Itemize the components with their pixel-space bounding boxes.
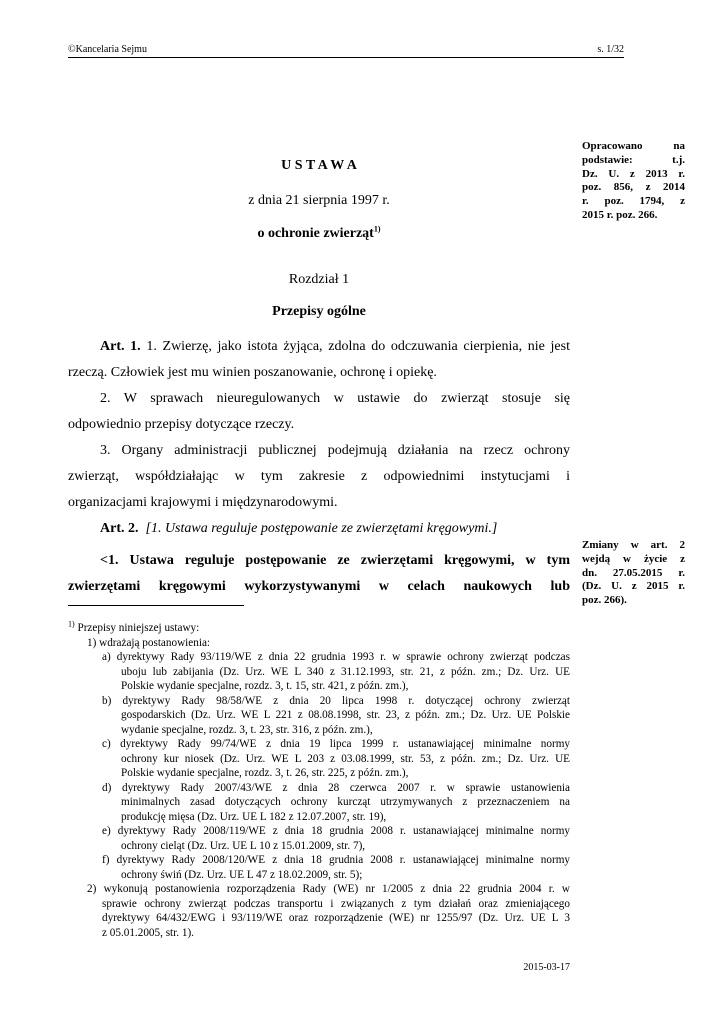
footer-date: 2015-03-17 bbox=[523, 962, 570, 973]
art2-heading bbox=[100, 516, 570, 542]
footnote-a-line: Polskie wydanie specjalne, rozdz. 3, t. 15, str. 421, z późn. zm.), bbox=[121, 680, 409, 692]
footnote-a-line: uboju lub zabijania (Dz. Urz. WE L 340 z 31.12.1993, str. 21, z późn. zm.; Dz. Urz. UE bbox=[121, 665, 570, 678]
footnote-intro-text: Przepisy niniejszej ustawy: bbox=[77, 622, 200, 634]
chapter-number: Rozdział 1 bbox=[288, 272, 350, 287]
footnote-item-2-line: sprawie ochrony zwierząt podczas transportu i związanych z tym działań oraz zmieniającego bbox=[102, 897, 570, 910]
footnote-item-2-line: 2) wykonują postanowienia rozporządzenia Rady (WE) nr 1/2005 z dnia 22 grudnia 2004 r. w bbox=[87, 883, 570, 895]
margin-note-line: (Dz. U. z 2015 r. bbox=[582, 580, 685, 593]
footnote-f-line: f) dyrektywy Rady 2008/120/WE z dnia 18 grudnia 2008 r. ustanawiającej minimalne normy bbox=[102, 854, 570, 866]
art1-p1-line2: rzeczą. Człowiek jest mu winien poszanowanie, ochronę i opiekę. bbox=[68, 365, 437, 380]
margin-note-line: 2015 r. poz. 266. bbox=[582, 208, 658, 221]
footnote-c-line: Polskie wydanie specjalne, rozdz. 3, t. 26, str. 225, z późn. zm.), bbox=[121, 767, 409, 779]
footnote-b-line: b) dyrektywy Rady 98/58/WE z dnia 20 lipca 1998 r. dotyczącej ochrony zwierząt bbox=[102, 694, 570, 707]
footnote-intro bbox=[68, 621, 199, 636]
act-title-text: o ochronie zwierząt bbox=[257, 226, 374, 241]
header-left: ©Kancelaria Sejmu bbox=[68, 44, 147, 55]
art1-p3-line2: zwierząt, współdziałając w tym zakresie z odpowiednimi instytucjami i bbox=[68, 469, 570, 484]
margin-note-line: poz. 856, z 2014 bbox=[582, 181, 685, 194]
act-type: U S T A W A bbox=[281, 158, 357, 173]
footnote-c-line: ochrony kur niosek (Dz. Urz. WE L 203 z 03.08.1999, str. 53, z późn. zm.; Dz. Urz. UE bbox=[121, 752, 570, 765]
act-title bbox=[68, 226, 570, 242]
art1-p3-line3: organizacjami krajowymi i międzynarodowymi. bbox=[68, 495, 338, 510]
footnote-marker: 1) bbox=[68, 619, 75, 629]
margin-note-source bbox=[582, 140, 685, 223]
footnote-e-line: ochrony cieląt (Dz. Urz. UE L 10 z 15.01.2009, str. 7), bbox=[121, 839, 366, 852]
margin-note-line: Opracowano na bbox=[582, 140, 685, 152]
margin-note-line: wejdą w życie z bbox=[582, 552, 685, 565]
header-page-number: s. 1/32 bbox=[597, 44, 624, 55]
footnote-e bbox=[102, 824, 570, 853]
footnote-b-line: gospodarskich (Dz. Urz. WE L 221 z 08.08.1998, str. 23, z późn. zm.; Dz. Urz. UE Polskie bbox=[121, 709, 570, 721]
footnote-d bbox=[102, 781, 570, 825]
footnote-c-line: c) dyrektywy Rady 99/74/WE z dnia 19 lipca 1999 r. ustanawiającej minimalne normy bbox=[102, 738, 570, 750]
footnote-f bbox=[102, 853, 570, 882]
art1-label: Art. 1. bbox=[100, 339, 141, 354]
art1-p3-line1: 3. Organy administracji publicznej podejmują działania na rzecz ochrony bbox=[100, 443, 570, 458]
header-rule bbox=[68, 57, 624, 58]
margin-note-line: r. poz. 1794, z bbox=[582, 195, 685, 208]
art1-p1-line1 bbox=[68, 334, 570, 360]
footnote-e-line: e) dyrektywy Rady 2008/119/WE z dnia 18 grudnia 2008 r. ustanawiającej minimalne normy bbox=[102, 825, 570, 837]
footnote-item-2 bbox=[87, 882, 570, 940]
margin-note-line: Zmiany w art. 2 bbox=[582, 539, 685, 551]
footnote-item-1: 1) wdrażają postanowienia: bbox=[87, 636, 211, 649]
article-1 bbox=[68, 334, 570, 516]
act-date: z dnia 21 sierpnia 1997 r. bbox=[248, 193, 390, 208]
chapter-title: Przepisy ogólne bbox=[272, 304, 366, 319]
margin-note-line: poz. 266). bbox=[582, 594, 627, 607]
art2-new-line1: <1. Ustawa reguluje postępowanie ze zwierzętami kręgowymi, w tym bbox=[100, 553, 570, 568]
footnote-d-line: d) dyrektywy Rady 2007/43/WE z dnia 28 czerwca 2007 r. w sprawie ustanowienia bbox=[102, 781, 570, 794]
art2-new-text bbox=[68, 548, 570, 600]
art2-label: Art. 2. bbox=[100, 521, 139, 536]
footnote-item-2-line: dyrektywy 64/432/EWG i 93/119/WE oraz rozporządzenie (WE) nr 1255/97 (Dz. Urz. UE L 3 bbox=[102, 912, 570, 924]
art1-p2-line2: odpowiednio przepisy dotyczące rzeczy. bbox=[68, 417, 295, 432]
footnote-b bbox=[102, 694, 570, 738]
footnote-ref[interactable]: 1) bbox=[373, 224, 381, 234]
art1-p1-text: 1. Zwierzę, jako istota żyjąca, zdolna do odczuwania cierpienia, nie jest bbox=[146, 339, 570, 354]
art2-old-text: [1. Ustawa reguluje postępowanie ze zwierzętami kręgowymi.] bbox=[145, 521, 498, 536]
footnote-separator bbox=[68, 605, 244, 606]
margin-note-line: dn. 27.05.2015 r. bbox=[582, 566, 685, 579]
art2-new-line2: zwierzętami kręgowymi wykorzystywanymi w celach naukowych lub bbox=[68, 579, 570, 594]
footnote-d-line: minimalnych zasad dotyczących ochrony kurcząt utrzymywanych z przeznaczeniem na bbox=[121, 796, 570, 808]
footnote-b-line: wydanie specjalne, rozdz. 3, t. 23, str. 316, z późn. zm.), bbox=[121, 723, 373, 736]
footnote-f-line: ochrony świń (Dz. Urz. UE L 47 z 18.02.2009, str. 5); bbox=[121, 868, 363, 881]
footnote-a bbox=[102, 650, 570, 694]
margin-note-change bbox=[582, 539, 685, 608]
art1-p2-line1: 2. W sprawach nieuregulowanych w ustawie do zwierząt stosuje się bbox=[100, 391, 570, 406]
footnote-c bbox=[102, 737, 570, 781]
margin-note-line: Dz. U. z 2013 r. bbox=[582, 167, 685, 180]
footnote-d-line: produkcję mięsa (Dz. Urz. UE L 182 z 12.07.2007, str. 19), bbox=[121, 810, 387, 823]
footnotes bbox=[68, 621, 570, 941]
margin-note-line: podstawie: t.j. bbox=[582, 153, 685, 166]
footnote-item-2-line: z 05.01.2005, str. 1). bbox=[102, 926, 194, 939]
footnote-a-line: a) dyrektywy Rady 93/119/WE z dnia 22 grudnia 1993 r. w sprawie ochrony zwierząt podczas bbox=[102, 651, 570, 663]
